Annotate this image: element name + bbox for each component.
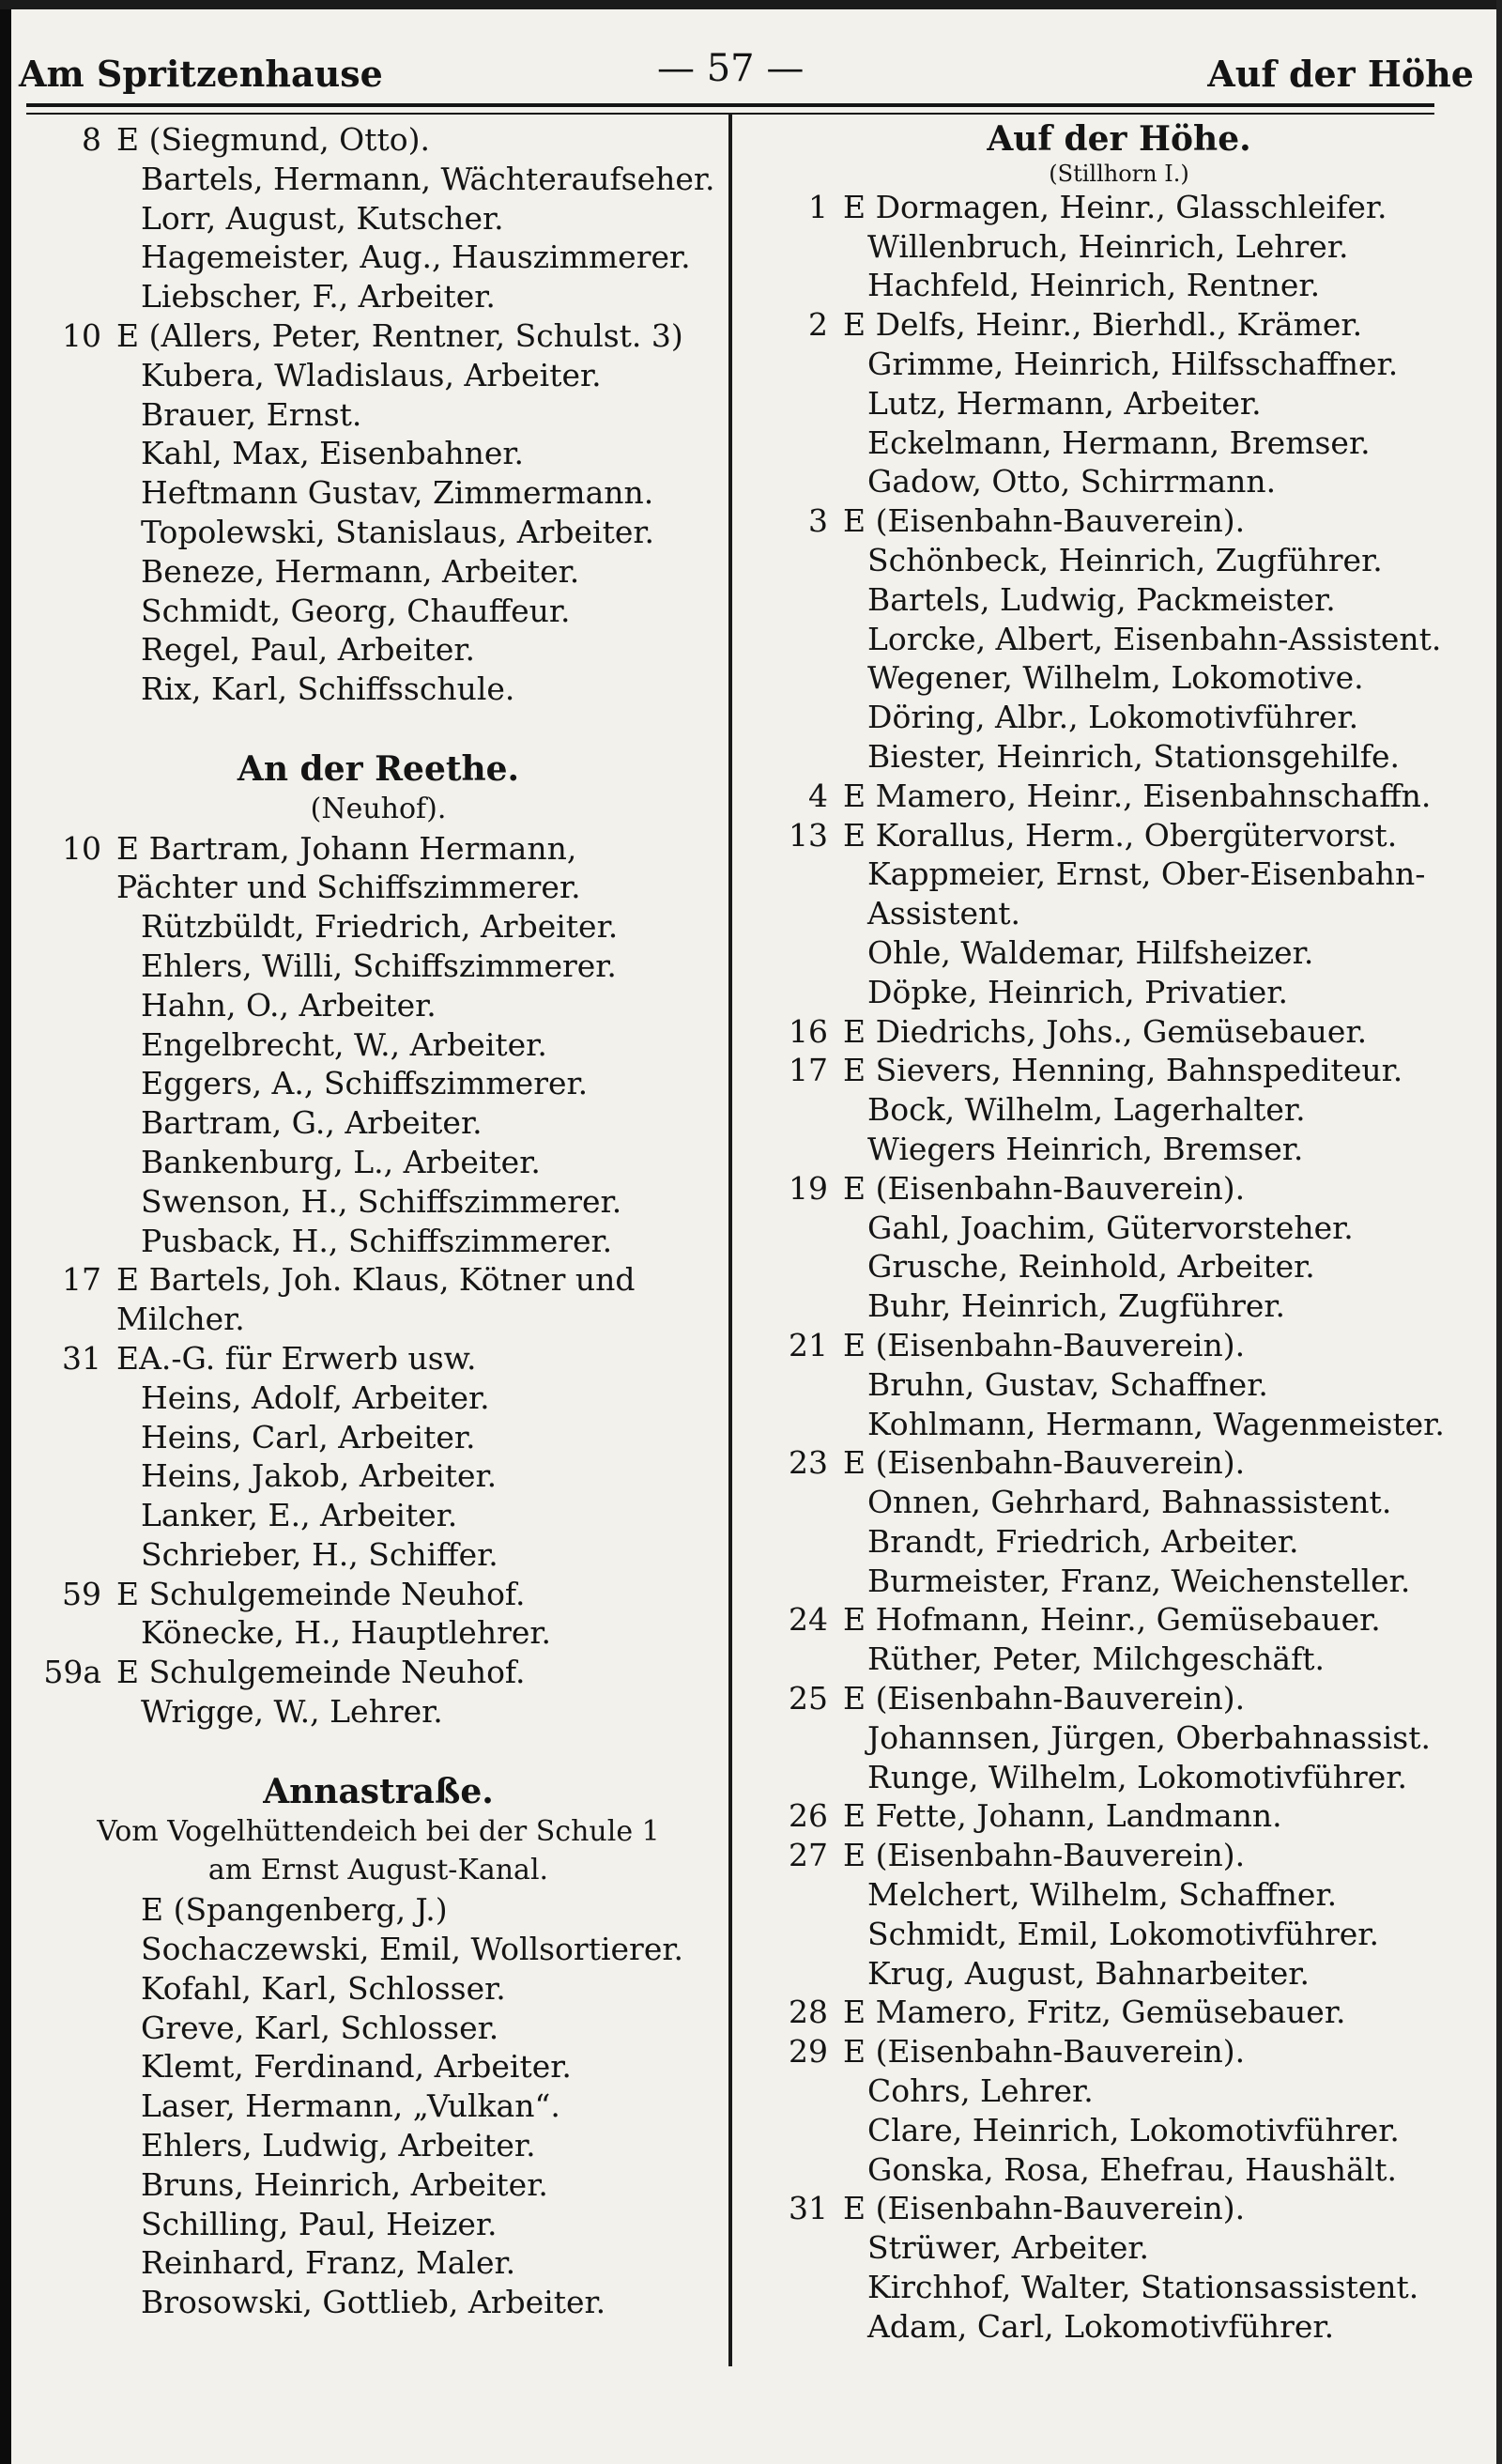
resident-entry: Bartram, G., Arbeiter. [141,1104,483,1142]
house-number: 27 [789,1837,828,1874]
house-number: 3 [808,502,828,540]
resident-entry: Reinhard, Franz, Maler. [141,2244,516,2282]
resident-entry: Döring, Albr., Lokomotivführer. [867,699,1359,736]
resident-entry: EA.-G. für Erwerb usw. [116,1339,477,1377]
directory-entry [762,1758,1476,1797]
directory-entry [36,120,721,160]
resident-entry: Kappmeier, Ernst, Ober-Eisenbahn-Assistent. [867,855,1426,932]
house-number: 28 [789,1994,828,2031]
resident-entry: Onnen, Gehrhard, Bahnassistent. [867,1484,1392,1521]
resident-entry: E Korallus, Herm., Obergütervorst. [843,816,1398,854]
house-number: 59a [43,1654,101,1691]
resident-entry: E Schulgemeinde Neuhof. [116,1654,526,1691]
resident-entry: E Mamero, Fritz, Gemüsebauer. [843,1994,1346,2031]
resident-entry: E (Allers, Peter, Rentner, Schulst. 3) [116,316,683,354]
directory-entry [36,2009,721,2048]
section-heading-anna: Annastraße. [263,1771,494,1811]
resident-entry: Rüther, Peter, Milchgeschäft. [867,1640,1326,1678]
resident-entry: Adam, Carl, Lokomotivführer. [867,2307,1335,2345]
resident-entry: Hachfeld, Heinrich, Rentner. [867,267,1321,304]
directory-entry [762,1875,1476,1915]
directory-entry [36,316,721,356]
house-number: 1 [808,188,828,225]
directory-entry [36,1182,721,1222]
directory-entry [762,2228,1476,2268]
resident-entry: E Mamero, Heinr., Eisenbahnschaffn. [843,777,1432,814]
directory-entry [762,1600,1476,1640]
resident-entry: Buhr, Heinrich, Zugführer. [867,1287,1286,1325]
resident-entry: Brandt, Friedrich, Arbeiter. [867,1522,1299,1560]
directory-entry [762,1993,1476,2032]
resident-entry: Topolewski, Stanislaus, Arbeiter. [141,513,655,550]
resident-entry: Bock, Wilhelm, Lagerhalter. [867,1091,1306,1129]
resident-entry: Kubera, Wladislaus, Arbeiter. [141,356,602,393]
section-spritzenhaus [36,120,721,709]
directory-entry [762,1130,1476,1169]
house-number: 31 [789,2190,828,2227]
resident-entry: Bartels, Hermann, Wächteraufseher. [141,160,715,197]
section-subtitle-anna-2: am Ernst August-Kanal. [207,1854,549,1887]
resident-entry: Greve, Karl, Schlosser. [141,2009,499,2046]
resident-entry: E (Siegmund, Otto). [116,121,430,158]
directory-entry [762,1483,1476,1522]
resident-entry: Klemt, Ferdinand, Arbeiter. [141,2048,572,2086]
scan-border-right [1496,0,1502,2464]
directory-entry [762,1169,1476,1209]
resident-entry: E Hofmann, Heinr., Gemüsebauer. [843,1601,1381,1639]
resident-entry: Rützbüldt, Friedrich, Arbeiter. [141,908,619,946]
header-right-street: Auf der Höhe [1207,53,1474,95]
directory-entry [36,1025,721,1065]
resident-entry: Cohrs, Lehrer. [867,2072,1094,2110]
directory-entry [762,1679,1476,1718]
directory-entry [36,1613,721,1653]
house-number: 59 [62,1575,101,1612]
resident-entry: Brauer, Ernst. [141,395,362,433]
directory-entry [36,1143,721,1182]
resident-entry: Wiegers Heinrich, Bremser. [867,1130,1304,1167]
directory-entry [36,1575,721,1614]
directory-entry [762,1286,1476,1326]
house-number: 21 [789,1326,828,1363]
house-number: 25 [789,1680,828,1717]
resident-entry: E (Eisenbahn-Bauverein). [843,2033,1246,2071]
house-number: 8 [82,121,101,158]
house-number: 10 [62,316,101,354]
directory-entry [762,2111,1476,2150]
resident-entry: Grusche, Reinhold, Arbeiter. [867,1248,1315,1286]
house-number: 17 [789,1052,828,1089]
resident-entry: Gahl, Joachim, Gütervorsteher. [867,1209,1354,1246]
house-number: 31 [62,1339,101,1377]
directory-entry [762,1915,1476,1954]
directory-entry [36,1339,721,1378]
resident-entry: E Bartram, Johann Hermann, Pächter und Schiffszimmerer. [116,829,581,906]
page-number: — 57 — [657,47,805,90]
directory-entry [762,1090,1476,1130]
resident-entry: E Delfs, Heinr., Bierhdl., Krämer. [843,306,1363,344]
resident-entry: E Schulgemeinde Neuhof. [116,1575,526,1612]
directory-entry [762,384,1476,424]
directory-entry [762,541,1476,580]
directory-entry [36,947,721,986]
resident-entry: E (Eisenbahn-Bauverein). [843,1326,1246,1363]
resident-entry: Ohle, Waldemar, Hilfsheizer. [867,933,1314,971]
directory-entry [762,973,1476,1012]
resident-entry: Schrieber, H., Schiffer. [141,1535,498,1573]
left-column [36,120,721,2322]
resident-entry: Liebscher, F., Arbeiter. [141,278,496,316]
resident-entry: Gadow, Otto, Schirrmann. [867,463,1277,500]
house-number: 19 [789,1169,828,1207]
directory-entry [36,473,721,513]
directory-entry [762,737,1476,777]
section-anna [36,1890,721,2322]
directory-entry [762,305,1476,345]
directory-entry [36,2243,721,2283]
directory-entry [36,670,721,709]
resident-entry: E Bartels, Joh. Klaus, Kötner und Milcher. [116,1261,636,1338]
resident-entry: Krug, August, Bahnarbeiter. [867,1954,1310,1992]
directory-entry [762,1209,1476,1248]
directory-entry [762,188,1476,227]
resident-entry: Bartels, Ludwig, Packmeister. [867,580,1336,618]
directory-entry [762,345,1476,384]
directory-entry [36,1378,721,1418]
resident-entry: Bruns, Heinrich, Arbeiter. [141,2165,548,2203]
directory-entry [762,1718,1476,1758]
directory-entry [762,933,1476,973]
resident-entry: E Diedrichs, Johs., Gemüsebauer. [843,1012,1368,1050]
directory-entry [762,501,1476,541]
directory-entry [36,1064,721,1103]
directory-entry [36,1653,721,1692]
directory-entry [762,2071,1476,2111]
directory-entry [762,1365,1476,1405]
resident-entry: Eckelmann, Hermann, Bremser. [867,424,1371,461]
directory-entry [762,1796,1476,1836]
resident-entry: Regel, Paul, Arbeiter. [141,631,475,669]
directory-entry [762,1012,1476,1052]
resident-entry: Brosowski, Gottlieb, Arbeiter. [141,2284,606,2321]
resident-entry: Wegener, Wilhelm, Lokomotive. [867,659,1364,697]
directory-entry [762,1836,1476,1875]
resident-entry: Eggers, A., Schiffszimmerer. [141,1065,589,1102]
house-number: 23 [789,1444,828,1482]
directory-entry [762,2150,1476,2190]
section-subtitle-anna-1: Vom Vogelhüttendeich bei der Schule 1 [97,1814,660,1848]
house-number: 26 [789,1797,828,1835]
directory-entry [36,986,721,1025]
resident-entry: Biester, Heinrich, Stationsgehilfe. [867,737,1401,775]
directory-entry [36,1692,721,1732]
house-number: 24 [789,1601,828,1639]
directory-entry [762,266,1476,305]
resident-entry: Burmeister, Franz, Weichensteller. [867,1562,1411,1599]
directory-entry [762,424,1476,463]
house-number: 2 [808,306,828,344]
directory-entry [36,907,721,947]
directory-entry [36,2047,721,2087]
directory-entry [36,829,721,908]
resident-entry: Melchert, Wilhelm, Schaffner. [867,1876,1338,1914]
directory-entry [762,1247,1476,1286]
resident-entry: Lutz, Hermann, Arbeiter. [867,384,1262,422]
resident-entry: Ehlers, Willi, Schiffszimmerer. [141,947,617,984]
directory-entry [762,658,1476,698]
column-divider [728,113,732,2366]
directory-entry [762,698,1476,737]
directory-entry [762,2268,1476,2307]
resident-entry: E (Eisenbahn-Bauverein). [843,1169,1246,1207]
resident-entry: Döpke, Heinrich, Privatier. [867,973,1288,1010]
resident-entry: Schönbeck, Heinrich, Zugführer. [867,541,1383,578]
resident-entry: Schmidt, Georg, Chauffeur. [141,592,571,629]
resident-entry: Kirchhof, Walter, Stationsassistent. [867,2269,1419,2306]
directory-entry [36,1496,721,1535]
resident-entry: E Fette, Johann, Landmann. [843,1797,1282,1835]
house-number: 13 [789,816,828,854]
header-left-street: Am Spritzenhause [19,53,383,95]
directory-entry [762,816,1476,855]
directory-entry [762,1562,1476,1601]
section-hoehe [762,188,1476,2347]
resident-entry: Könecke, H., Hauptlehrer. [141,1614,552,1652]
directory-entry [36,552,721,592]
directory-entry [36,2205,721,2244]
running-header [19,41,1483,107]
resident-entry: Bankenburg, L., Arbeiter. [141,1143,541,1180]
directory-entry [762,1640,1476,1679]
resident-entry: E (Eisenbahn-Bauverein). [843,1680,1246,1717]
resident-entry: E Sievers, Henning, Bahnspediteur. [843,1052,1403,1089]
resident-entry: Beneze, Hermann, Arbeiter. [141,552,580,590]
section-heading-reethe: An der Reethe. [237,748,520,789]
resident-entry: Schmidt, Emil, Lokomotivführer. [867,1915,1379,1952]
directory-entry [762,462,1476,501]
section-reethe [36,829,721,1732]
section-subtitle-reethe: (Neuhof). [310,792,447,825]
directory-entry [36,238,721,277]
directory-entry [762,777,1476,816]
resident-entry: Kohlmann, Hermann, Wagenmeister. [867,1405,1445,1442]
directory-entry [36,1103,721,1143]
directory-entry [36,1930,721,1969]
resident-entry: Heftmann Gustav, Zimmermann. [141,474,654,512]
directory-entry [762,2032,1476,2071]
directory-entry [36,160,721,199]
directory-entry [762,855,1476,933]
house-number: 10 [62,829,101,867]
resident-entry: Laser, Hermann, „Vulkan“. [141,2087,560,2125]
resident-entry: Lorr, August, Kutscher. [141,199,504,237]
directory-entry [36,1969,721,2009]
resident-entry: Rix, Karl, Schiffsschule. [141,670,515,708]
directory-entry [762,620,1476,659]
resident-entry: Sochaczewski, Emil, Wollsortierer. [141,1931,683,1968]
resident-entry: Gonska, Rosa, Ehefrau, Haushält. [867,2150,1398,2188]
directory-entry [762,227,1476,267]
resident-entry: Willenbruch, Heinrich, Lehrer. [867,227,1349,265]
scan-border-top [0,0,1502,9]
directory-entry [36,1222,721,1261]
resident-entry: E (Eisenbahn-Bauverein). [843,2190,1246,2227]
resident-entry: Bruhn, Gustav, Schaffner. [867,1365,1268,1403]
directory-entry [36,1456,721,1496]
resident-entry: Hahn, O., Arbeiter. [141,986,437,1024]
resident-entry: E (Eisenbahn-Bauverein). [843,1837,1246,1874]
resident-entry: Kofahl, Karl, Schlosser. [141,1969,506,2007]
directory-entry [36,1535,721,1575]
directory-entry [36,1890,721,1930]
directory-entry [762,1954,1476,1994]
resident-entry: Lorcke, Albert, Eisenbahn-Assistent. [867,620,1442,657]
directory-entry [762,2189,1476,2228]
house-number: 17 [62,1261,101,1299]
directory-entry [36,1418,721,1457]
resident-entry: Ehlers, Ludwig, Arbeiter. [141,2127,536,2164]
directory-entry [36,2087,721,2126]
resident-entry: Strüwer, Arbeiter. [867,2229,1150,2267]
directory-entry [762,1326,1476,1365]
resident-entry: Heins, Carl, Arbeiter. [141,1418,476,1455]
directory-entry [36,199,721,239]
resident-entry: Lanker, E., Arbeiter. [141,1497,458,1534]
directory-entry [762,1522,1476,1562]
resident-entry: Grimme, Heinrich, Hilfsschaffner. [867,345,1399,382]
directory-entry [36,630,721,670]
directory-entry [762,1443,1476,1483]
resident-entry: Engelbrecht, W., Arbeiter. [141,1025,547,1063]
directory-entry [36,2126,721,2165]
resident-entry: E (Spangenberg, J.) [141,1891,448,1929]
directory-entry [36,2283,721,2322]
directory-entry [36,277,721,316]
resident-entry: Kahl, Max, Eisenbahner. [141,435,525,472]
directory-entry [36,434,721,473]
section-heading-hoehe: Auf der Höhe. [987,119,1251,159]
resident-entry: Swenson, H., Schiffszimmerer. [141,1182,622,1220]
directory-entry [36,395,721,435]
resident-entry: Runge, Wilhelm, Lokomotivführer. [867,1758,1407,1795]
resident-entry: E Dormagen, Heinr., Glasschleifer. [843,188,1387,225]
resident-entry: Pusback, H., Schiffszimmerer. [141,1222,613,1259]
resident-entry: Schilling, Paul, Heizer. [141,2205,498,2242]
directory-entry [762,2307,1476,2347]
directory-entry [36,2165,721,2205]
directory-entry [762,580,1476,620]
resident-entry: Wrigge, W., Lehrer. [141,1693,443,1731]
resident-entry: Heins, Adolf, Arbeiter. [141,1378,490,1416]
house-number: 29 [789,2033,828,2071]
resident-entry: E (Eisenbahn-Bauverein). [843,502,1246,540]
directory-entry [762,1051,1476,1090]
resident-entry: Johannsen, Jürgen, Oberbahnassist. [867,1718,1431,1756]
resident-entry: E (Eisenbahn-Bauverein). [843,1444,1246,1482]
resident-entry: Hagemeister, Aug., Hauszimmerer. [141,239,691,276]
house-number: 4 [808,777,828,814]
directory-entry [36,1260,721,1339]
directory-entry [762,1405,1476,1444]
right-column [762,120,1476,2347]
scan-border-left [0,0,11,2464]
house-number: 16 [789,1012,828,1050]
directory-entry [36,513,721,552]
section-subtitle-hoehe: (Stillhorn I.) [1049,160,1189,187]
directory-entry [36,592,721,631]
directory-entry [36,356,721,395]
resident-entry: Clare, Heinrich, Lokomotivführer. [867,2111,1400,2148]
resident-entry: Heins, Jakob, Arbeiter. [141,1457,498,1495]
